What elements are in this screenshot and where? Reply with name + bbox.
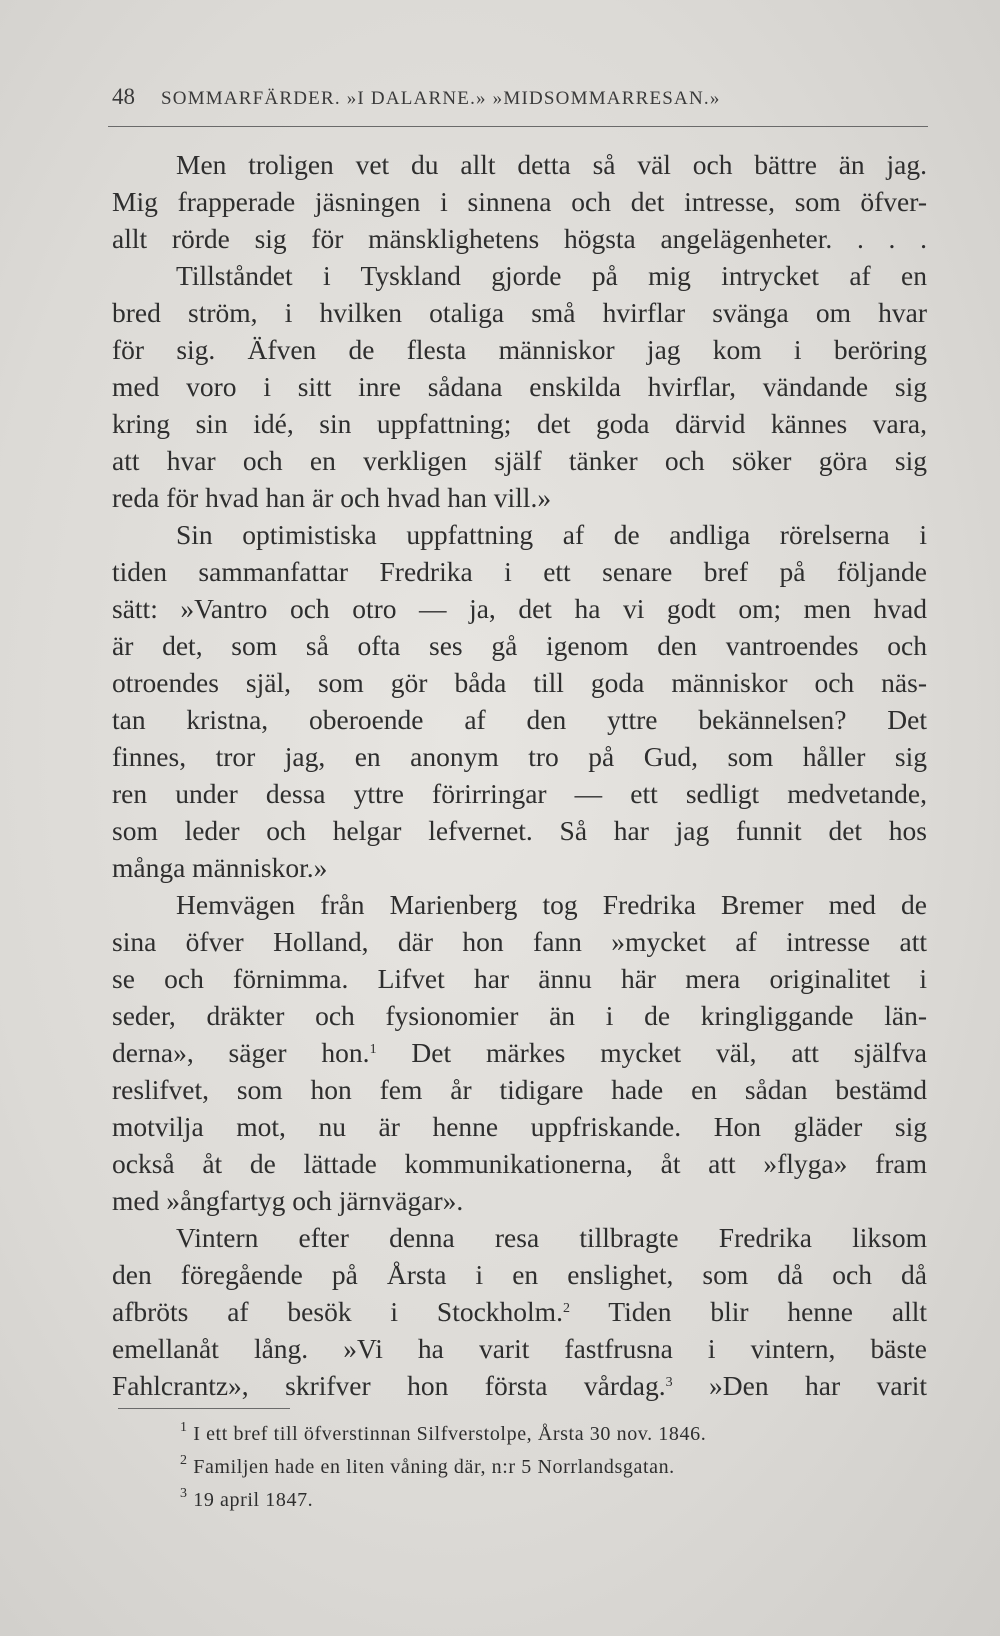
text-line: sätt: »Vantro och otro — ja, det ha vi godt om; men hvad <box>112 593 927 624</box>
footnotes <box>180 1418 900 1517</box>
text-line: reda för hvad han är och hvad han vill.» <box>112 482 552 513</box>
text-line: se och förnimma. Lifvet har ännu här mera originalitet i <box>112 963 927 994</box>
text-line: finnes, tror jag, en anonym tro på Gud, som håller sig <box>112 741 927 772</box>
text-line: motvilja mot, nu är henne uppfriskande. Hon gläder sig <box>112 1111 927 1142</box>
text-line: tan kristna, oberoende af den yttre bekännelsen? Det <box>112 704 927 735</box>
footnote-mark: 3 <box>180 1486 188 1501</box>
text-line: ren under dessa yttre förirringar — ett sedligt medvetande, <box>112 778 927 809</box>
text-line: reslifvet, som hon fem år tidigare hade en sådan bestämd <box>112 1074 927 1105</box>
text-segment: Fahlcrantz», skrifver hon första vårdag. <box>112 1370 666 1401</box>
body-text <box>112 146 927 1404</box>
text-line: Tillståndet i Tyskland gjorde på mig intrycket af en <box>176 260 927 291</box>
text-line <box>112 1367 927 1404</box>
text-line: den föregående på Årsta i en enslighet, som då och då <box>112 1259 927 1290</box>
text-line: sina öfver Holland, där hon fann »mycket af intresse att <box>112 926 927 957</box>
text-line: allt rörde sig för mänsklighetens högsta angelägenheter. . . . <box>112 223 927 254</box>
text-line: med voro i sitt inre sådana enskilda hvirflar, vändande sig <box>112 371 927 402</box>
text-line: också åt de lättade kommunikationerna, åt att »flyga» fram <box>112 1148 927 1179</box>
text-line: som leder och helgar lefvernet. Så har jag funnit det hos <box>112 815 927 846</box>
footnote <box>180 1451 900 1484</box>
footnote-text: 19 april 1847. <box>193 1489 314 1511</box>
text-segment: »Den har varit <box>672 1370 928 1401</box>
running-head <box>112 84 932 118</box>
footnote-text: Familjen hade en liten våning där, n:r 5 Norrlandsgatan. <box>193 1456 675 1478</box>
text-line: otroendes själ, som gör båda till goda människor och näs- <box>112 667 927 698</box>
page-number: 48 <box>112 84 135 109</box>
footnote <box>180 1418 900 1451</box>
text-line: Sin optimistiska uppfattning af de andliga rörelserna i <box>176 519 927 550</box>
text-line: seder, dräkter och fysionomier än i de kringliggande län- <box>112 1000 927 1031</box>
text-line: Mig frapperade jäsningen i sinnena och det intresse, som öfver- <box>112 186 927 217</box>
text-line: för sig. Äfven de flesta människor jag kom i beröring <box>112 334 927 365</box>
text-line: tiden sammanfattar Fredrika i ett senare bref på följande <box>112 556 927 587</box>
text-line <box>112 1293 927 1330</box>
text-line: att hvar och en verkligen själf tänker och söker göra sig <box>112 445 927 476</box>
text-line: Vintern efter denna resa tillbragte Fredrika liksom <box>176 1222 927 1253</box>
text-line: med »ångfartyg och järnvägar». <box>112 1185 464 1216</box>
text-segment: Det märkes mycket väl, att själfva <box>376 1037 928 1068</box>
text-segment: derna», säger hon. <box>112 1037 370 1068</box>
footnote-ref: 3 <box>665 1375 673 1390</box>
footnote <box>180 1484 900 1517</box>
text-line: bred ström, i hvilken otaliga små hvirflar svänga om hvar <box>112 297 927 328</box>
text-segment: afbröts af besök i Stockholm. <box>112 1296 563 1327</box>
text-line <box>112 1034 927 1071</box>
header-rule <box>108 126 928 127</box>
text-line: kring sin idé, sin uppfattning; det goda därvid kännes vara, <box>112 408 927 439</box>
footnote-rule <box>118 1408 290 1409</box>
text-segment: Tiden blir henne allt <box>569 1296 927 1327</box>
text-line: är det, som så ofta ses gå igenom den vantroendes och <box>112 630 927 661</box>
running-title: SOMMARFÄRDER. »I DALARNE.» »MIDSOMMARRESAN.» <box>161 88 721 109</box>
footnote-ref: 1 <box>369 1042 377 1057</box>
footnote-text: I ett bref till öfverstinnan Silfverstolpe, Årsta 30 nov. 1846. <box>193 1423 707 1445</box>
text-line: emellanåt lång. »Vi ha varit fastfrusna i vintern, bäste <box>112 1333 927 1364</box>
footnote-mark: 2 <box>180 1453 188 1468</box>
footnote-mark: 1 <box>180 1420 188 1435</box>
text-line: Hemvägen från Marienberg tog Fredrika Bremer med de <box>176 889 927 920</box>
text-line: Men troligen vet du allt detta så väl och bättre än jag. <box>176 149 927 180</box>
text-line: många människor.» <box>112 852 328 883</box>
footnote-ref: 2 <box>562 1301 570 1316</box>
